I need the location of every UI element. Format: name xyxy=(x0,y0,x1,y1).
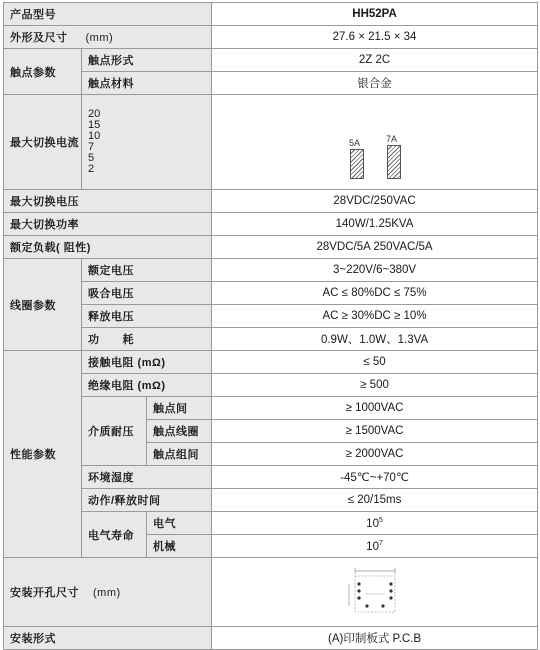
current-bar xyxy=(350,149,364,179)
rated-load-value: 28VDC/5A 250VAC/5A xyxy=(212,236,538,259)
row-max-voltage xyxy=(4,190,538,213)
dielectric-row-label: 触点线圈 xyxy=(147,420,212,443)
row-contact-material xyxy=(4,72,538,95)
coil-row-value: AC ≥ 30%DC ≥ 10% xyxy=(212,305,538,328)
max-voltage-value: 28VDC/250VAC xyxy=(212,190,538,213)
contact-material-value: 银合金 xyxy=(212,72,538,95)
dielectric-row-value: ≥ 1000VAC xyxy=(212,397,538,420)
performance-label: 性能参数 xyxy=(4,351,82,558)
mounting-hole-drawing xyxy=(212,562,537,622)
row-dielectric-contacts xyxy=(4,397,538,420)
contact-resistance-label: 接触电阻 (mΩ) xyxy=(82,351,212,374)
dimensions-label-text: 外形及尺寸 xyxy=(10,32,68,44)
rated-load-label: 额定负载( 阻性) xyxy=(4,236,212,259)
pcb-footprint-drawing xyxy=(335,564,415,622)
life-mechanical-value xyxy=(212,535,538,558)
current-scale-list xyxy=(88,109,205,175)
contact-form-label: 触点形式 xyxy=(82,49,212,72)
current-scale xyxy=(82,95,212,190)
ambient-label: 环境湿度 xyxy=(82,466,212,489)
row-max-power xyxy=(4,213,538,236)
contact-resistance-value: ≤ 50 xyxy=(212,351,538,374)
model-label: 产品型号 xyxy=(4,3,212,26)
coil-row-label: 额定电压 xyxy=(82,259,212,282)
row-ambient xyxy=(4,466,538,489)
current-bar xyxy=(387,145,401,179)
row-timing xyxy=(4,489,538,512)
current-bar-chart xyxy=(212,95,537,189)
timing-label: 动作/释放时间 xyxy=(82,489,212,512)
mounting-hole-label xyxy=(4,558,212,627)
current-chart-cell xyxy=(212,95,538,190)
life-electrical-label: 电气 xyxy=(147,512,212,535)
row-rated-load xyxy=(4,236,538,259)
row-life-electrical xyxy=(4,512,538,535)
dimensions-value: 27.6 × 21.5 × 34 xyxy=(212,26,538,49)
spec-sheet xyxy=(3,2,537,650)
mounting-label: 安装形式 xyxy=(4,627,212,650)
row-coil-pickup xyxy=(4,282,538,305)
mounting-value: (A)印制板式 P.C.B xyxy=(212,627,538,650)
current-scale-value: 2 xyxy=(88,163,95,175)
dielectric-row-value: ≥ 1500VAC xyxy=(212,420,538,443)
mounting-hole-drawing-cell xyxy=(212,558,538,627)
row-mounting-hole xyxy=(4,558,538,627)
coil-row-value: AC ≤ 80%DC ≤ 75% xyxy=(212,282,538,305)
life-label: 电气寿命 xyxy=(82,512,147,558)
dielectric-row-value: ≥ 2000VAC xyxy=(212,443,538,466)
dielectric-row-label: 触点组间 xyxy=(147,443,212,466)
current-scale-value: 5 xyxy=(88,152,95,164)
life-electrical-base: 10 xyxy=(366,517,379,530)
mounting-hole-unit: (mm) xyxy=(93,587,121,599)
current-scale-value: 10 xyxy=(88,130,101,142)
current-bar-label: 7A xyxy=(386,134,398,144)
dielectric-label: 介质耐压 xyxy=(82,397,147,466)
model-value: HH52PA xyxy=(212,3,538,26)
coil-row-label: 释放电压 xyxy=(82,305,212,328)
mounting-hole-label-text: 安装开孔尺寸 xyxy=(10,587,79,599)
coil-row-label: 吸合电压 xyxy=(82,282,212,305)
row-contact-form xyxy=(4,49,538,72)
row-mounting xyxy=(4,627,538,650)
max-current-label: 最大切换电流 xyxy=(4,95,82,190)
insulation-resistance-label: 绝缘电阻 (mΩ) xyxy=(82,374,212,397)
current-scale-value: 20 xyxy=(88,108,101,120)
spec-table xyxy=(3,2,538,650)
contact-form-value: 2Z 2C xyxy=(212,49,538,72)
life-mechanical-exp: 7 xyxy=(378,539,383,547)
contact-material-label: 触点材料 xyxy=(82,72,212,95)
row-model xyxy=(4,3,538,26)
row-contact-resistance xyxy=(4,351,538,374)
row-dimensions xyxy=(4,26,538,49)
dielectric-row-label: 触点间 xyxy=(147,397,212,420)
row-coil-rated xyxy=(4,259,538,282)
row-insulation-resistance xyxy=(4,374,538,397)
life-electrical-value xyxy=(212,512,538,535)
row-coil-power xyxy=(4,328,538,351)
contact-params-label: 触点参数 xyxy=(4,49,82,95)
coil-row-value: 0.9W、1.0W、1.3VA xyxy=(212,328,538,351)
max-voltage-label: 最大切换电压 xyxy=(4,190,212,213)
dimensions-label xyxy=(4,26,212,49)
max-power-label: 最大切换功率 xyxy=(4,213,212,236)
coil-row-label: 功 耗 xyxy=(82,328,212,351)
timing-value: ≤ 20/15ms xyxy=(212,489,538,512)
ambient-value: -45℃~+70℃ xyxy=(212,466,538,489)
row-max-current xyxy=(4,95,538,190)
insulation-resistance-value: ≥ 500 xyxy=(212,374,538,397)
life-electrical-exp: 5 xyxy=(378,516,383,524)
dimensions-unit: (mm) xyxy=(85,32,114,44)
life-mechanical-base: 10 xyxy=(366,540,379,553)
life-mechanical-label: 机械 xyxy=(147,535,212,558)
coil-row-value: 3~220V/6~380V xyxy=(212,259,538,282)
row-coil-release xyxy=(4,305,538,328)
current-bar-label: 5A xyxy=(349,138,361,148)
current-scale-value: 7 xyxy=(88,141,95,153)
current-scale-value: 15 xyxy=(88,119,101,131)
coil-label: 线圈参数 xyxy=(4,259,82,351)
max-power-value: 140W/1.25KVA xyxy=(212,213,538,236)
